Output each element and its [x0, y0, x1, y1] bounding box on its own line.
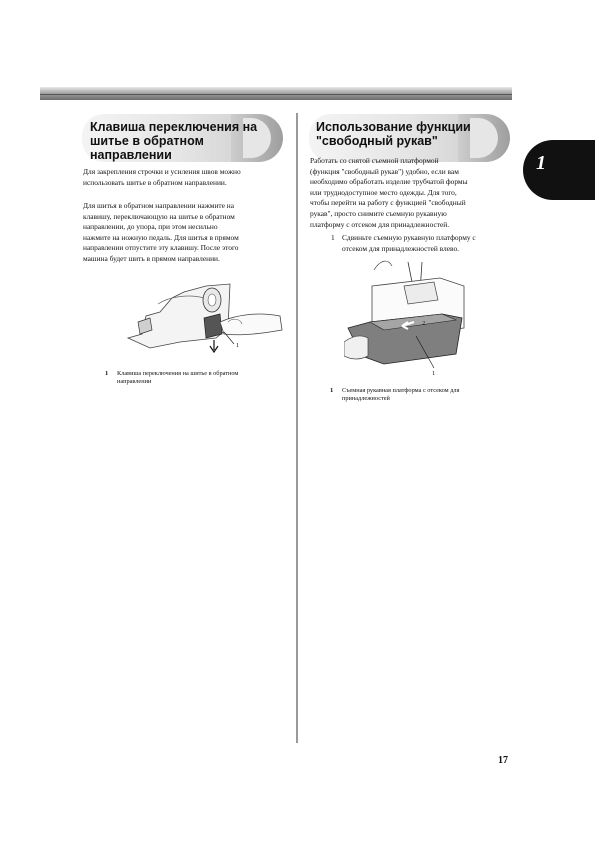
left-paragraph-2: Для шитья в обратном направлении нажмите на клавишу, переключающую на шитье в обратном направлении, до упора, при этом несильно нажмите на ножную педаль. Для шитья в прямом направлении отпустите эту клавишу. После этого машина будет шить в прямом направлении.: [83, 201, 239, 263]
left-caption-number: 1: [105, 370, 109, 377]
free-arm-illustration: [344, 256, 472, 378]
chapter-number: 1: [536, 152, 546, 174]
right-caption-number: 1: [330, 387, 334, 394]
right-step-number: 1: [331, 233, 335, 242]
right-paragraph-1: Работать со снятой съемной платформой (функция "свободный рукав") удобно, если вам необходимо обработать изделие трубчатой формы или труднодоступное место одежды. Для того, чтобы перейти на работу с функцией "свободный рукав", просто снимите съемную рукавную платформу с отсеком для принадлежностей.: [310, 156, 468, 229]
left-figure-label: 1: [236, 342, 240, 349]
column-divider: [296, 113, 298, 743]
header-bar: [40, 87, 512, 100]
left-heading: Клавиша переключения на шитье в обратном направлении: [90, 120, 258, 162]
right-figure-label-2: 2: [422, 320, 426, 327]
left-caption: Клавиша переключения на шитье в обратном направлении: [117, 370, 239, 385]
reverse-lever-illustration: [120, 278, 290, 358]
right-step-text: Сдвиньте съемную рукавную платформу с отсеком для принадлежностей влево.: [342, 233, 476, 253]
right-heading: Использование функции "свободный рукав": [316, 120, 471, 148]
right-caption: Съемная рукавная платформа с отсеком для принадлежностей: [342, 387, 460, 402]
left-paragraph-1: Для закрепления строчки и усиления швов можно использовать шитье в обратном направлении.: [83, 167, 241, 187]
page-number: 17: [498, 755, 508, 766]
right-figure-label-1: 1: [432, 370, 436, 377]
